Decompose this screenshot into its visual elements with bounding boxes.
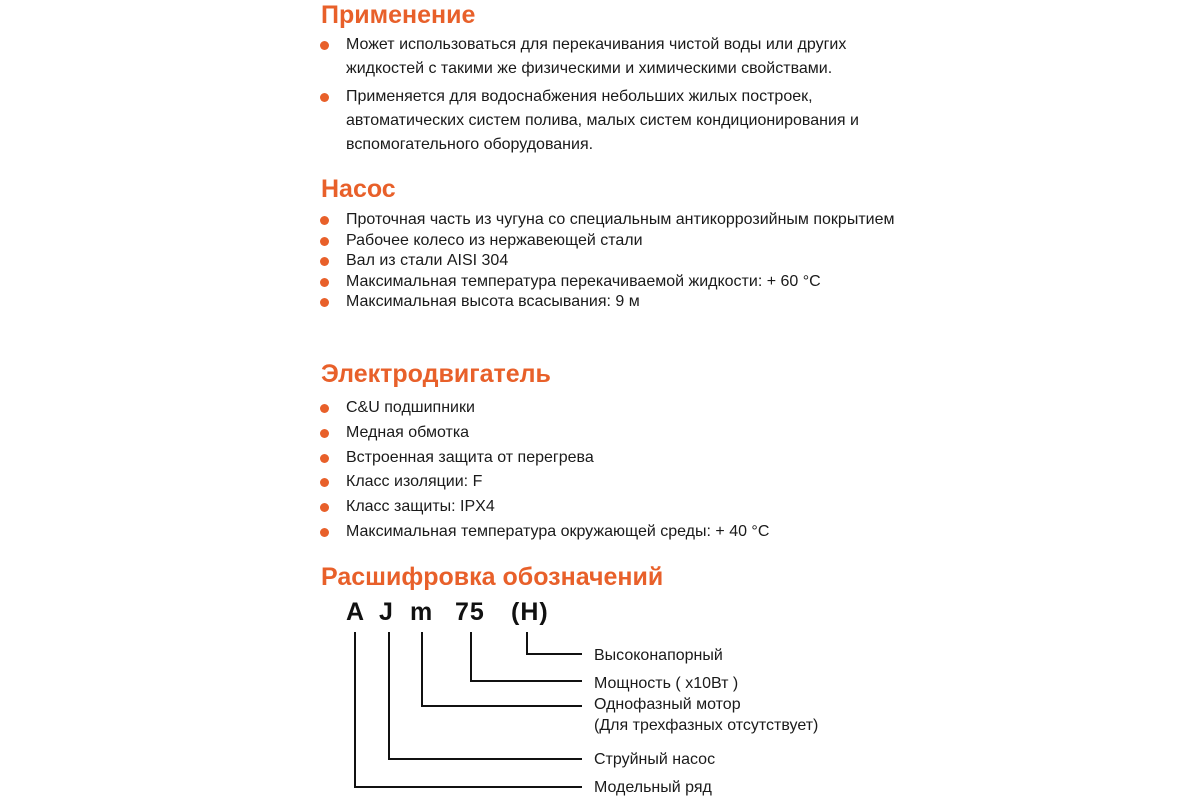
list-item-text: C&U подшипники xyxy=(346,399,475,416)
section-title-decoding: Расшифровка обозначений xyxy=(321,563,664,591)
connector-line-j xyxy=(389,632,582,759)
list-item-text: Может использоваться для перекачивания чистой воды или других жидкостей с такими же физическими и химическими свойствами. xyxy=(346,36,847,77)
legend-power: Мощность ( x10Вт ) xyxy=(594,675,739,692)
section-title-motor: Электродвигатель xyxy=(321,360,551,388)
section-title-application: Применение xyxy=(321,1,476,29)
code-letter-j: J xyxy=(379,598,394,626)
code-power: 75 xyxy=(455,598,485,626)
list-item-text: Максимальная высота всасывания: 9 м xyxy=(346,293,640,310)
legend-single-phase: Однофазный мотор xyxy=(594,696,741,713)
list-item-text: Максимальная температура перекачиваемой жидкости: + 60 °C xyxy=(346,272,821,290)
legend-high-pressure: Высоконапорный xyxy=(594,647,723,664)
list-item-text: Вал из стали AISI 304 xyxy=(346,252,509,269)
code-letter-a: A xyxy=(346,598,366,626)
list-item-text: Максимальная температура окружающей среды: + 40 °C xyxy=(346,522,770,540)
section-title-pump: Насос xyxy=(321,175,396,203)
list-item-text: Применяется для водоснабжения небольших жилых построек, автоматических систем полива, малых систем кондиционирования и вспомогательного оборудования. xyxy=(346,88,859,153)
legend-model-range: Модельный ряд xyxy=(594,779,712,796)
list-item-text: Проточная часть из чугуна со специальным антикоррозийным покрытием xyxy=(346,211,895,228)
list-item-text: Класс защиты: IPX4 xyxy=(346,498,495,516)
legend-single-phase-note: (Для трехфазных отсутствует) xyxy=(594,717,819,734)
list-item-text: Рабочее колесо из нержавеющей стали xyxy=(346,231,643,249)
connector-line-m xyxy=(422,632,582,706)
list-item-text: Встроенная защита от перегрева xyxy=(346,448,594,466)
list-item-text: Класс изоляции: F xyxy=(346,473,483,491)
list-item-text: Медная обмотка xyxy=(346,423,470,441)
code-high-pressure: (H) xyxy=(511,598,549,626)
legend-jet-pump: Струйный насос xyxy=(594,751,716,768)
code-letter-m: m xyxy=(410,598,434,626)
connector-line-h xyxy=(527,632,582,654)
